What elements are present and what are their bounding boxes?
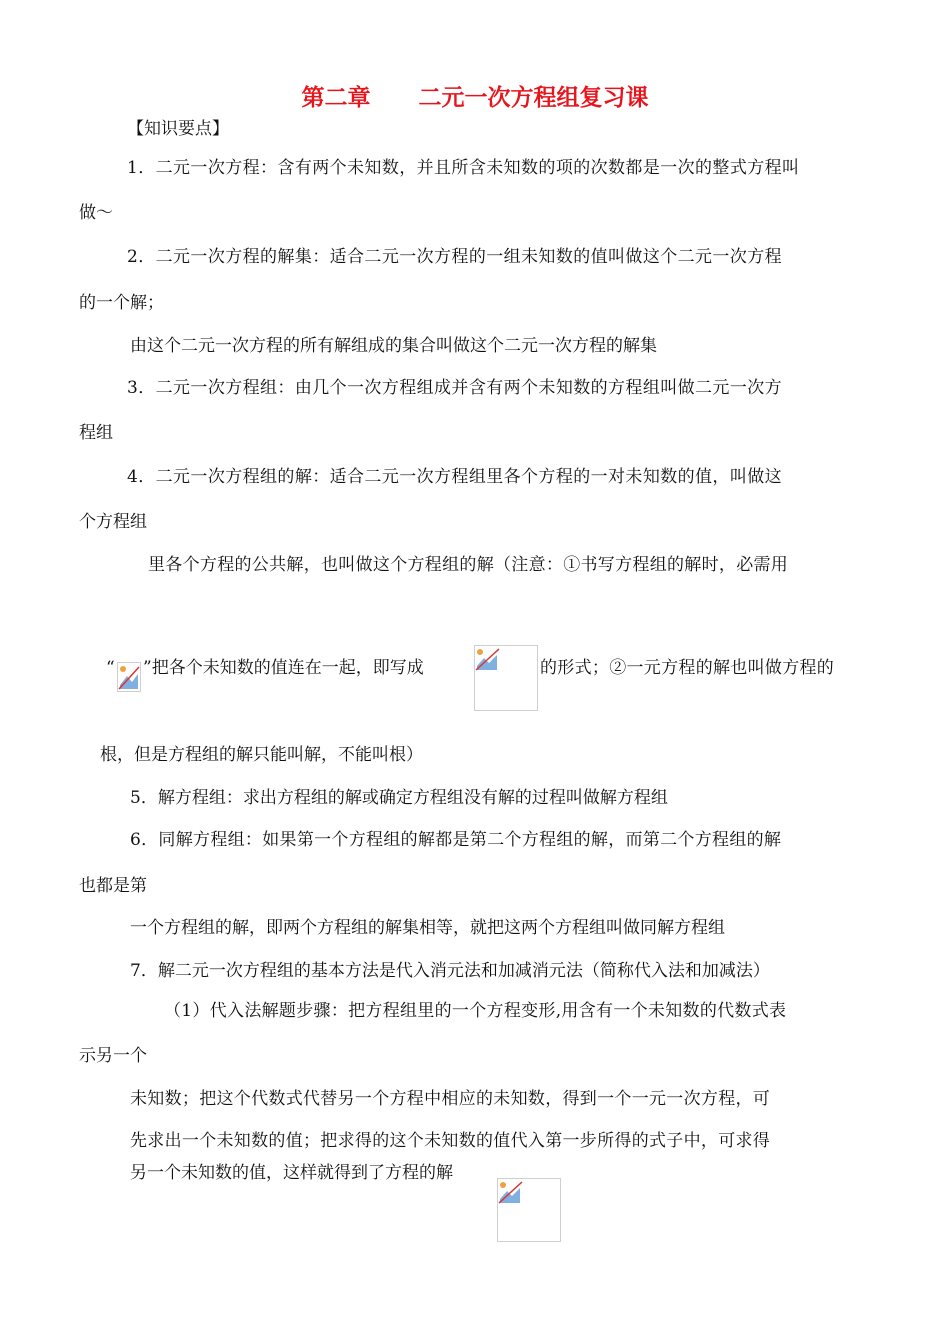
open-quote: “: [106, 658, 115, 678]
text-line: 里各个方程的公共解，也叫做这个方程组的解（注意：①书写方程组的解时，必需用: [148, 555, 789, 575]
page-title: [0, 84, 950, 112]
broken-image-icon: [118, 663, 140, 691]
text-line: 先求出一个未知数的值；把求得的这个未知数的值代入第一步所得的式子中，可求得: [130, 1131, 771, 1151]
broken-image-icon: [498, 1179, 524, 1205]
text-line: 的一个解；: [79, 293, 164, 313]
text-line: 3．二元一次方程组：由几个一次方程组成并含有两个未知数的方程组叫做二元一次方: [127, 378, 783, 398]
text-line: 根，但是方程组的解只能叫解，不能叫根）: [100, 745, 423, 765]
placeholder-image: [497, 1178, 561, 1242]
broken-image-icon: [475, 646, 501, 672]
text-line: 1．二元一次方程：含有两个未知数，并且所含未知数的项的次数都是一次的整式方程叫: [127, 158, 800, 178]
text-line: ”把各个未知数的值连在一起，即写成: [143, 658, 424, 678]
text-line: 5．解方程组：求出方程组的解或确定方程组没有解的过程叫做解方程组: [130, 788, 668, 808]
text-line: 程组: [79, 423, 113, 443]
text-line: （1）代入法解题步骤：把方程组里的一个方程变形,用含有一个未知数的代数式表: [164, 1001, 787, 1021]
text-line: 的形式；②一元方程的解也叫做方程的: [540, 658, 835, 678]
placeholder-image: [117, 662, 141, 692]
text-line: 也都是第: [79, 876, 147, 896]
text-line: 未知数；把这个代数式代替另一个方程中相应的未知数，得到一个一元一次方程，可: [130, 1089, 771, 1109]
text-line: 6．同解方程组：如果第一个方程组的解都是第二个方程组的解，而第二个方程组的解: [130, 830, 782, 850]
title-chapter: 第二章: [301, 85, 371, 111]
text-line: 4．二元一次方程组的解：适合二元一次方程组里各个方程的一对未知数的值，叫做这: [127, 467, 783, 487]
text-line: 示另一个: [79, 1046, 147, 1066]
text-line: 做～: [79, 203, 113, 223]
text-line: 个方程组: [79, 512, 147, 532]
title-topic: 二元一次方程组复习课: [418, 85, 649, 111]
text-line: 由这个二元一次方程的所有解组成的集合叫做这个二元一次方程的解集: [130, 336, 657, 356]
text-line: 一个方程组的解，即两个方程组的解集相等，就把这两个方程组叫做同解方程组: [130, 918, 725, 938]
placeholder-image: [474, 645, 538, 711]
text-line: 2．二元一次方程的解集：适合二元一次方程的一组未知数的值叫做这个二元一次方程: [127, 247, 783, 267]
section-heading: 【知识要点】: [127, 119, 229, 139]
text-line: 7．解二元一次方程组的基本方法是代入消元法和加减消元法（简称代入法和加减法）: [130, 961, 770, 981]
text-line: 另一个未知数的值，这样就得到了方程的解: [130, 1163, 453, 1183]
